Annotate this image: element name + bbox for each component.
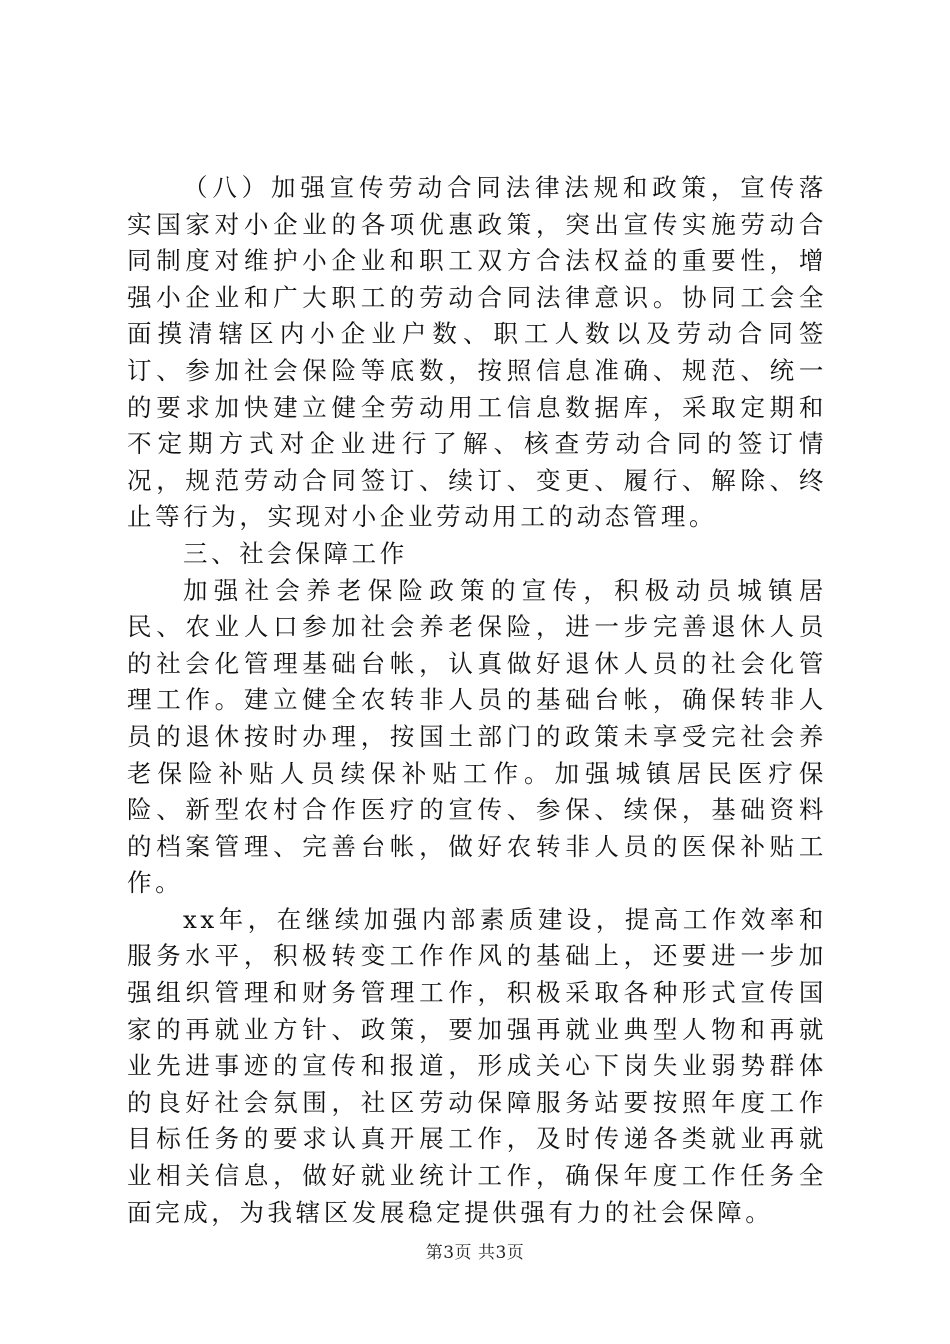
paragraph-section-eight: （八）加强宣传劳动合同法律法规和政策，宣传落实国家对小企业的各项优惠政策，突出宣传实施劳动合同制度对维护小企业和职工双方合法权益的重要性，增强小企业和广大职工的劳动合同法律意识。协同工会全面摸清辖区内小企业户数、职工人数以及劳动合同签订、参加社会保险等底数，按照信息准确、规范、统一的要求加快建立健全劳动用工信息数据库，采取定期和不定期方式对企业进行了解、核查劳动合同的签订情况，规范劳动合同签订、续订、变更、履行、解除、终止等行为，实现对小企业劳动用工的动态管理。 bbox=[127, 173, 827, 532]
paragraph-social-security: 加强社会养老保险政策的宣传，积极动员城镇居民、农业人口参加社会养老保险，进一步完善退休人员的社会化管理基础台帐，认真做好退休人员的社会化管理工作。建立健全农转非人员的基础台帐，确保转非人员的退休按时办理，按国土部门的政策未享受完社会养老保险补贴人员续保补贴工作。加强城镇居民医疗保险、新型农村合作医疗的宣传、参保、续保，基础资料的档案管理、完善台帐，做好农转非人员的医保补贴工作。 bbox=[127, 575, 827, 898]
page-number-footer: 第3页 共3页 bbox=[425, 1243, 525, 1263]
paragraph-annual-plan: xx年，在继续加强内部素质建设，提高工作效率和服务水平，积极转变工作作风的基础上，还要进一步加强组织管理和财务管理工作，积极采取各种形式宣传国家的再就业方针、政策，要加强再就业典型人物和再就业先进事迹的宣传和报道，形成关心下岗失业弱势群体的良好社会氛围，社区劳动保障服务站要按照年度工作目标任务的要求认真开展工作，及时传递各类就业再就业相关信息，做好就业统计工作，确保年度工作任务全面完成，为我辖区发展稳定提供强有力的社会保障。 bbox=[127, 904, 827, 1227]
section-heading-social-security: 三、社会保障工作 bbox=[183, 538, 408, 568]
document-body bbox=[127, 170, 827, 1231]
